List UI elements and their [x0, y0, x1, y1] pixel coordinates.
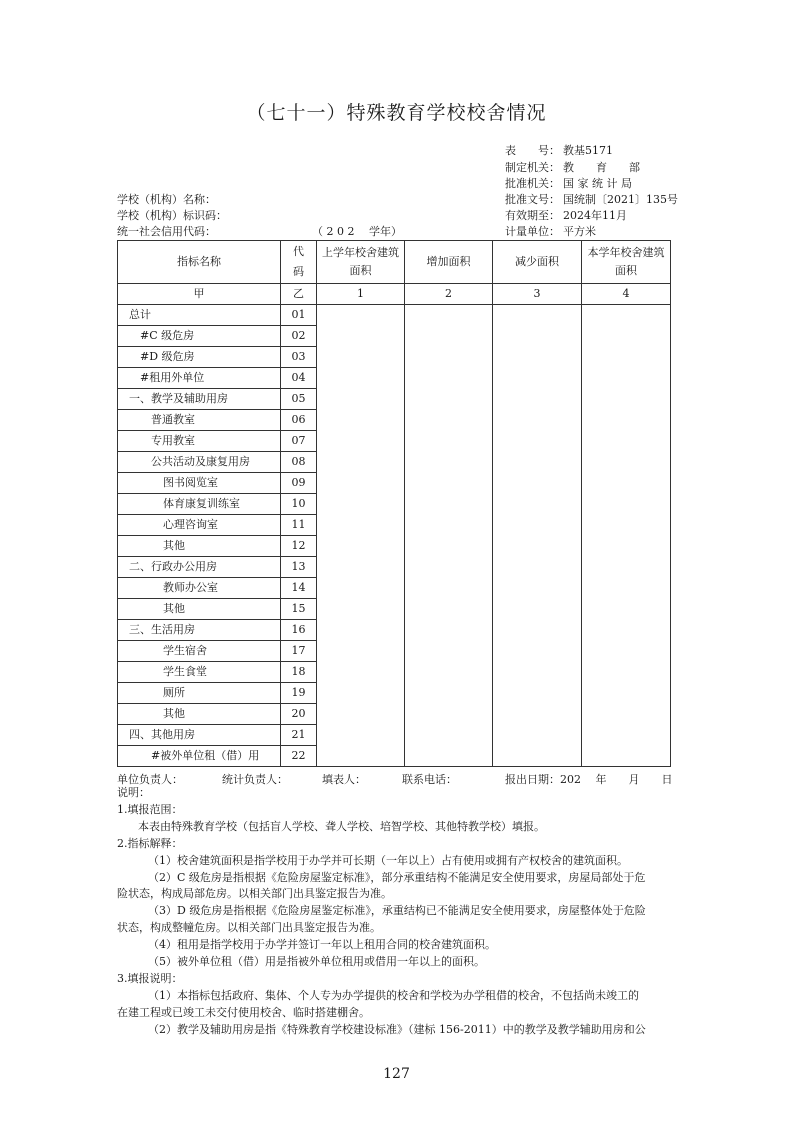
data-cell[interactable]	[317, 578, 405, 599]
data-cell[interactable]	[405, 452, 493, 473]
note-line: 3.填报说明：	[117, 971, 183, 985]
data-cell[interactable]	[317, 431, 405, 452]
row-name-text: 专用教室	[151, 434, 195, 447]
row-name-text: 其他	[163, 707, 185, 720]
data-cell[interactable]	[493, 746, 582, 767]
meta-label: 批准机关：	[505, 177, 560, 190]
row-code: 14	[281, 578, 317, 599]
data-cell[interactable]	[493, 515, 582, 536]
note-line: 在建工程或已竣工未交付使用校舍、临时搭建棚舍。	[117, 1005, 370, 1019]
data-cell[interactable]	[317, 557, 405, 578]
note-line: （1）校舍建筑面积是指学校用于办学并可长期（一年以上）占有使用或拥有产权校舍的建筑面积。	[148, 853, 628, 867]
data-cell[interactable]	[317, 305, 405, 326]
row-code: 13	[281, 557, 317, 578]
data-cell[interactable]	[582, 515, 671, 536]
row-code: 12	[281, 536, 317, 557]
data-cell[interactable]	[405, 368, 493, 389]
table-row	[118, 515, 671, 536]
data-cell[interactable]	[493, 620, 582, 641]
table-row	[118, 410, 671, 431]
row-name-text: #被外单位租（借）用	[151, 749, 260, 762]
row-name-text: #租用外单位	[140, 371, 205, 384]
table-row	[118, 662, 671, 683]
school-id-label: 学校（机构）标识码：	[117, 209, 227, 222]
subheader-col1: 1	[317, 284, 405, 305]
row-indicator-name	[118, 536, 281, 557]
row-name-text: 一、教学及辅助用房	[129, 392, 228, 405]
row-indicator-name	[118, 452, 281, 473]
note-line: 状态，构成整幢危房。以相关部门出具鉴定报告为准。	[117, 921, 381, 935]
data-cell[interactable]	[405, 389, 493, 410]
header-current-year-area: 本学年校舍建筑面积	[582, 241, 671, 284]
data-cell[interactable]	[493, 326, 582, 347]
data-cell[interactable]	[493, 368, 582, 389]
row-code: 04	[281, 368, 317, 389]
stat-head-label: 统计负责人：	[222, 773, 288, 786]
data-cell[interactable]	[317, 683, 405, 704]
row-indicator-name	[118, 746, 281, 767]
data-cell[interactable]	[582, 410, 671, 431]
data-cell[interactable]	[405, 410, 493, 431]
subheader-code: 乙	[281, 284, 317, 305]
subheader-col4: 4	[582, 284, 671, 305]
row-indicator-name	[118, 662, 281, 683]
row-indicator-name	[118, 431, 281, 452]
data-cell[interactable]	[317, 641, 405, 662]
data-cell[interactable]	[405, 473, 493, 494]
data-cell[interactable]	[317, 536, 405, 557]
row-name-text: 二、行政办公用房	[129, 560, 217, 573]
row-code: 08	[281, 452, 317, 473]
data-cell[interactable]	[317, 347, 405, 368]
table-subheader-row	[118, 284, 671, 305]
data-cell[interactable]	[493, 536, 582, 557]
table-row	[118, 683, 671, 704]
table-row	[118, 326, 671, 347]
data-cell[interactable]	[582, 368, 671, 389]
data-cell[interactable]	[582, 662, 671, 683]
data-cell[interactable]	[405, 578, 493, 599]
data-cell[interactable]	[582, 473, 671, 494]
row-name-text: 总计	[129, 308, 151, 321]
row-name-text: #D 级危房	[140, 350, 195, 363]
row-name-text: 其他	[163, 539, 185, 552]
data-cell[interactable]	[493, 494, 582, 515]
data-cell[interactable]	[405, 557, 493, 578]
data-cell[interactable]	[405, 746, 493, 767]
data-cell[interactable]	[582, 704, 671, 725]
table-row	[118, 305, 671, 326]
note-line: （5）被外单位租（借）用是指被外单位租用或借用一年以上的面积。	[148, 955, 485, 968]
data-cell[interactable]	[493, 704, 582, 725]
row-name-text: 学生食堂	[163, 665, 207, 678]
data-cell[interactable]	[317, 410, 405, 431]
meta-value: 教基5171	[563, 144, 613, 157]
table-row	[118, 599, 671, 620]
row-indicator-name	[118, 704, 281, 725]
table-row	[118, 368, 671, 389]
data-cell[interactable]	[317, 452, 405, 473]
meta-value: 2024年11月	[563, 209, 627, 222]
data-cell[interactable]	[493, 431, 582, 452]
data-cell[interactable]	[582, 620, 671, 641]
note-line: （4）租用是指学校用于办学并签订一年以上租用合同的校舍建筑面积。	[148, 938, 496, 952]
table-row	[118, 536, 671, 557]
meta-value: 教 育 部	[563, 161, 640, 174]
header-prev-year-area: 上学年校舍建筑面积	[317, 241, 405, 284]
row-code: 22	[281, 746, 317, 767]
subheader-col3: 3	[493, 284, 582, 305]
row-indicator-name	[118, 515, 281, 536]
meta-label: 制定机关：	[505, 161, 560, 174]
data-cell[interactable]	[582, 746, 671, 767]
row-name-text: 教师办公室	[163, 581, 218, 594]
row-code: 16	[281, 620, 317, 641]
row-indicator-name	[118, 620, 281, 641]
data-cell[interactable]	[317, 389, 405, 410]
row-code: 10	[281, 494, 317, 515]
data-cell[interactable]	[405, 431, 493, 452]
table-row	[118, 578, 671, 599]
row-code: 07	[281, 431, 317, 452]
row-code: 18	[281, 662, 317, 683]
meta-label: 批准文号：	[505, 193, 560, 206]
data-cell[interactable]	[493, 347, 582, 368]
row-name-text: 其他	[163, 602, 185, 615]
table-row	[118, 347, 671, 368]
note-line: 1.填报范围：	[117, 802, 183, 816]
table-header-row	[118, 241, 671, 284]
row-indicator-name	[118, 305, 281, 326]
school-name-label: 学校（机构）名称：	[117, 193, 216, 206]
row-name-text: 学生宿舍	[163, 644, 207, 657]
data-cell[interactable]	[405, 536, 493, 557]
row-name-text: #C 级危房	[140, 329, 195, 342]
row-name-text: 普通教室	[151, 413, 195, 426]
row-name-text: 四、其他用房	[129, 728, 195, 741]
data-cell[interactable]	[317, 515, 405, 536]
note-line: （2）C 级危房是指根据《危险房屋鉴定标准》，部分承重结构不能满足安全使用要求，房屋局部处于危	[148, 870, 646, 884]
data-cell[interactable]	[317, 662, 405, 683]
subheader-name: 甲	[118, 284, 281, 305]
row-indicator-name	[118, 347, 281, 368]
data-cell[interactable]	[582, 347, 671, 368]
data-cell[interactable]	[493, 473, 582, 494]
header-code: 代码	[281, 241, 317, 284]
table-row	[118, 557, 671, 578]
table-row	[118, 620, 671, 641]
table-row	[118, 704, 671, 725]
row-name-text: 图书阅览室	[163, 476, 218, 489]
table-row	[118, 746, 671, 767]
row-indicator-name	[118, 683, 281, 704]
unit-head-label: 单位负责人：	[117, 773, 183, 786]
filler-label: 填表人：	[322, 773, 366, 786]
row-indicator-name	[118, 557, 281, 578]
data-cell[interactable]	[493, 662, 582, 683]
data-cell[interactable]	[405, 347, 493, 368]
data-cell[interactable]	[582, 452, 671, 473]
data-cell[interactable]	[582, 431, 671, 452]
meta-value: 国统制〔2021〕135号	[563, 193, 678, 206]
subheader-col2: 2	[405, 284, 493, 305]
data-cell[interactable]	[317, 473, 405, 494]
credit-code-label: 统一社会信用代码：	[117, 225, 216, 238]
table-row	[118, 389, 671, 410]
row-code: 03	[281, 347, 317, 368]
row-code: 19	[281, 683, 317, 704]
row-name-text: 体育康复训练室	[163, 497, 240, 510]
row-code: 15	[281, 599, 317, 620]
row-code: 01	[281, 305, 317, 326]
note-line: 本表由特殊教育学校（包括盲人学校、聋人学校、培智学校、其他特教学校）填报。	[138, 819, 545, 833]
row-name-text: 三、生活用房	[129, 623, 195, 636]
row-code: 21	[281, 725, 317, 746]
data-cell[interactable]	[405, 305, 493, 326]
row-name-text: 公共活动及康复用房	[151, 455, 250, 468]
data-cell[interactable]	[493, 305, 582, 326]
table-row	[118, 473, 671, 494]
header-decrease-area: 减少面积	[493, 241, 582, 284]
note-line: 2.指标解释：	[117, 836, 183, 850]
data-cell[interactable]	[493, 599, 582, 620]
data-cell[interactable]	[493, 683, 582, 704]
data-cell[interactable]	[405, 515, 493, 536]
data-cell[interactable]	[405, 683, 493, 704]
data-cell[interactable]	[582, 536, 671, 557]
row-indicator-name	[118, 368, 281, 389]
data-cell[interactable]	[405, 599, 493, 620]
row-indicator-name	[118, 473, 281, 494]
meta-label: 计量单位：	[505, 225, 560, 238]
data-cell[interactable]	[493, 410, 582, 431]
school-year-label: （ 2 0 2 学年）	[312, 225, 402, 238]
table-row	[118, 431, 671, 452]
data-cell[interactable]	[317, 704, 405, 725]
row-indicator-name	[118, 641, 281, 662]
data-cell[interactable]	[317, 599, 405, 620]
data-cell[interactable]	[582, 389, 671, 410]
phone-label: 联系电话：	[402, 773, 457, 786]
table-row	[118, 452, 671, 473]
page-title: （七十一）特殊教育学校校舍情况	[246, 102, 547, 124]
table-row	[118, 641, 671, 662]
data-cell[interactable]	[405, 326, 493, 347]
data-cell[interactable]	[493, 578, 582, 599]
data-cell[interactable]	[317, 494, 405, 515]
row-indicator-name	[118, 578, 281, 599]
note-line: 说明：	[117, 786, 150, 799]
note-line: （3）D 级危房是指根据《危险房屋鉴定标准》，承重结构已不能满足安全使用要求，房屋整体处于危险	[148, 904, 646, 918]
row-code: 17	[281, 641, 317, 662]
data-cell[interactable]	[493, 452, 582, 473]
data-cell[interactable]	[493, 557, 582, 578]
data-cell[interactable]	[582, 557, 671, 578]
header-indicator-name: 指标名称	[118, 241, 281, 284]
data-cell[interactable]	[317, 326, 405, 347]
data-cell[interactable]	[582, 578, 671, 599]
data-cell[interactable]	[493, 389, 582, 410]
table-row	[118, 725, 671, 746]
note-line: （2）教学及辅助用房是指《特殊教育学校建设标准》（建标 156-2011）中的教学及教学辅助用房和公	[148, 1022, 646, 1036]
note-line: （1）本指标包括政府、集体、个人专为办学提供的校舍和学校为办学租借的校舍，不包括尚未竣工的	[148, 988, 639, 1002]
row-indicator-name	[118, 326, 281, 347]
data-cell[interactable]	[405, 620, 493, 641]
row-indicator-name	[118, 410, 281, 431]
row-indicator-name	[118, 389, 281, 410]
report-date-label: 报出日期：202 年 月 日	[505, 773, 673, 786]
data-cell[interactable]	[405, 704, 493, 725]
data-cell[interactable]	[405, 662, 493, 683]
row-code: 06	[281, 410, 317, 431]
data-cell[interactable]	[582, 599, 671, 620]
row-code: 05	[281, 389, 317, 410]
row-code: 20	[281, 704, 317, 725]
row-indicator-name	[118, 494, 281, 515]
page-number: 127	[383, 1066, 410, 1082]
data-cell[interactable]	[493, 641, 582, 662]
data-cell[interactable]	[317, 620, 405, 641]
meta-value: 国 家 统 计 局	[563, 177, 632, 190]
meta-label: 表 号：	[505, 144, 560, 157]
row-name-text: 厕所	[163, 686, 185, 699]
row-code: 02	[281, 326, 317, 347]
row-indicator-name	[118, 599, 281, 620]
data-cell[interactable]	[405, 494, 493, 515]
data-cell[interactable]	[582, 305, 671, 326]
meta-value: 平方米	[563, 225, 596, 238]
data-cell[interactable]	[493, 725, 582, 746]
data-cell[interactable]	[582, 326, 671, 347]
data-cell[interactable]	[317, 746, 405, 767]
table-row	[118, 494, 671, 515]
row-code: 09	[281, 473, 317, 494]
row-indicator-name	[118, 725, 281, 746]
data-cell[interactable]	[405, 725, 493, 746]
data-cell[interactable]	[317, 368, 405, 389]
row-name-text: 心理咨询室	[163, 518, 218, 531]
data-cell[interactable]	[405, 641, 493, 662]
meta-label: 有效期至：	[505, 209, 560, 222]
header-increase-area: 增加面积	[405, 241, 493, 284]
data-cell[interactable]	[582, 725, 671, 746]
note-line: 险状态，构成局部危房。以相关部门出具鉴定报告为准。	[117, 887, 392, 901]
data-cell[interactable]	[317, 725, 405, 746]
row-code: 11	[281, 515, 317, 536]
data-cell[interactable]	[582, 494, 671, 515]
data-cell[interactable]	[582, 683, 671, 704]
data-cell[interactable]	[582, 641, 671, 662]
building-area-table	[117, 240, 671, 767]
